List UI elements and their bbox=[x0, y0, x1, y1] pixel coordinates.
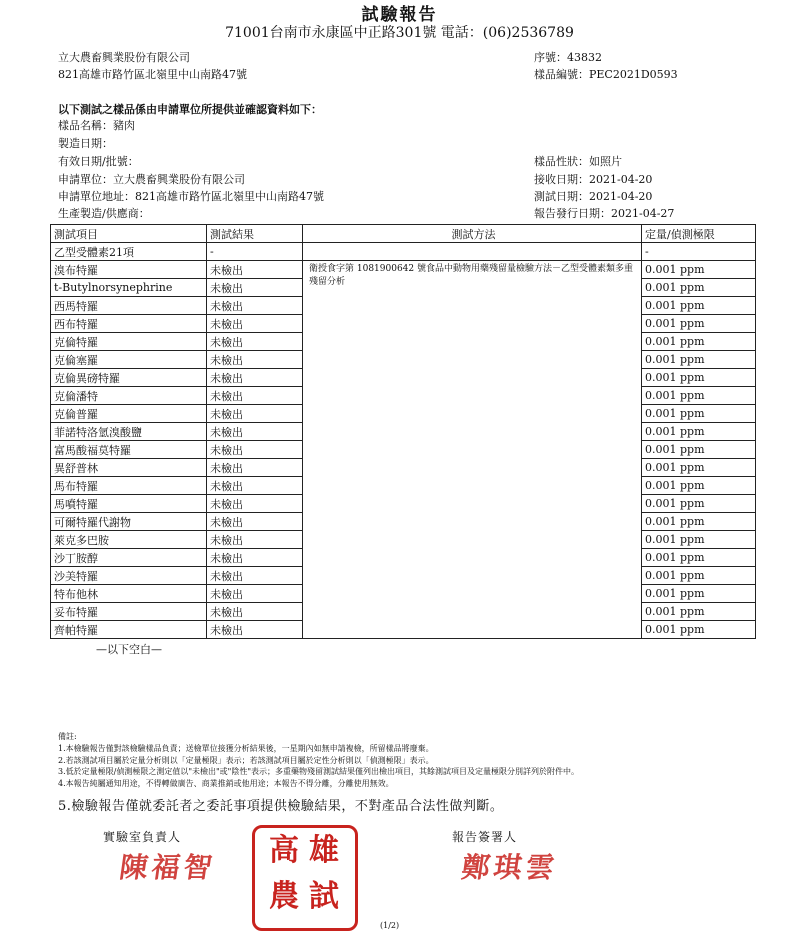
info-sample-state: 樣品性狀：如照片 bbox=[534, 155, 622, 168]
sample-number: 樣品編號：PEC2021D0593 bbox=[534, 68, 678, 81]
serial-number: 序號：43832 bbox=[534, 51, 602, 64]
table-group-row bbox=[51, 243, 756, 261]
row-limit: 0.001 ppm bbox=[642, 567, 756, 585]
row-result: 未檢出 bbox=[207, 315, 303, 333]
row-item: 異舒普林 bbox=[51, 459, 207, 477]
row-result: 未檢出 bbox=[207, 459, 303, 477]
row-limit: 0.001 ppm bbox=[642, 297, 756, 315]
row-limit: 0.001 ppm bbox=[642, 459, 756, 477]
row-result: 未檢出 bbox=[207, 423, 303, 441]
info-manufacture-date: 製造日期： bbox=[58, 137, 113, 150]
seal-char-4: 試 bbox=[309, 879, 339, 914]
lab-head-label: 實驗室負責人 bbox=[103, 830, 182, 844]
info-applicant-address: 申請單位地址：821高雄市路竹區北嶺里中山南路47號 bbox=[58, 190, 324, 203]
row-item: 萊克多巴胺 bbox=[51, 531, 207, 549]
signer-signature: 鄭琪雲 bbox=[459, 851, 561, 884]
row-item: t-Butylnorsynephrine bbox=[51, 279, 207, 297]
row-item: 富馬酸福莫特羅 bbox=[51, 441, 207, 459]
col-header-result: 測試結果 bbox=[207, 225, 303, 243]
row-result: 未檢出 bbox=[207, 369, 303, 387]
row-item: 妥布特羅 bbox=[51, 603, 207, 621]
row-limit: 0.001 ppm bbox=[642, 279, 756, 297]
lab-address: 71001台南市永康區中正路301號 電話：(06)2536789 bbox=[225, 25, 574, 41]
info-applicant: 申請單位：立大農畜興業股份有限公司 bbox=[58, 173, 245, 186]
group-method bbox=[303, 243, 642, 261]
row-item: 克倫潘特 bbox=[51, 387, 207, 405]
row-item: 菲諾特洛氫溴酸鹽 bbox=[51, 423, 207, 441]
col-header-limit: 定量/偵測極限 bbox=[642, 225, 756, 243]
client-address: 821高雄市路竹區北嶺里中山南路47號 bbox=[58, 68, 247, 81]
official-seal bbox=[252, 825, 358, 931]
row-limit: 0.001 ppm bbox=[642, 531, 756, 549]
row-result: 未檢出 bbox=[207, 351, 303, 369]
page-number: (1/2) bbox=[380, 921, 400, 930]
row-item: 克倫異磅特羅 bbox=[51, 369, 207, 387]
row-result: 未檢出 bbox=[207, 477, 303, 495]
note-1: 1.本檢驗報告僅對該檢驗樣品負責；送檢單位接獲分析結果後，一星期內如無申請複檢，所留樣品將廢棄。 bbox=[58, 743, 434, 753]
note-3: 3.低於定量極限/偵測極限之測定值以"未檢出"或"陰性"表示；多重藥物殘留測試結果僅列出檢出項目，其餘測試項目及定量極限分別詳列於附件中。 bbox=[58, 767, 580, 777]
group-limit: - bbox=[642, 243, 756, 261]
note-4: 4.本報告純屬通知用途，不得轉做廣告、商業推銷或他用途；本報告不得分離，分離使用無效。 bbox=[58, 779, 394, 789]
group-result: - bbox=[207, 243, 303, 261]
row-result: 未檢出 bbox=[207, 585, 303, 603]
row-result: 未檢出 bbox=[207, 513, 303, 531]
row-limit: 0.001 ppm bbox=[642, 333, 756, 351]
seal-char-2: 雄 bbox=[309, 833, 339, 868]
row-result: 未檢出 bbox=[207, 387, 303, 405]
report-title: 試驗報告 bbox=[361, 5, 438, 25]
row-result: 未檢出 bbox=[207, 621, 303, 639]
info-test-date: 測試日期：2021-04-20 bbox=[534, 190, 653, 203]
row-limit: 0.001 ppm bbox=[642, 585, 756, 603]
row-item: 沙美特羅 bbox=[51, 567, 207, 585]
note-2: 2.若該測試項目屬於定量分析則以「定量極限」表示；若該測試項目屬於定性分析則以「偵測極限」表示。 bbox=[58, 755, 434, 765]
row-item: 馬噴特羅 bbox=[51, 495, 207, 513]
row-result: 未檢出 bbox=[207, 495, 303, 513]
method-cell: 衛授食字第 1081900642 號食品中動物用藥殘留量檢驗方法－乙型受體素類多重殘留分析 bbox=[303, 261, 642, 639]
row-limit: 0.001 ppm bbox=[642, 261, 756, 279]
col-header-method: 測試方法 bbox=[303, 225, 642, 243]
results-table bbox=[50, 224, 756, 639]
row-item: 沙丁胺醇 bbox=[51, 549, 207, 567]
table-header-row bbox=[51, 225, 756, 243]
intro-text: 以下測試之樣品係由申請單位所提供並確認資料如下： bbox=[58, 103, 322, 116]
row-limit: 0.001 ppm bbox=[642, 495, 756, 513]
row-limit: 0.001 ppm bbox=[642, 423, 756, 441]
row-limit: 0.001 ppm bbox=[642, 621, 756, 639]
row-limit: 0.001 ppm bbox=[642, 513, 756, 531]
row-result: 未檢出 bbox=[207, 279, 303, 297]
row-limit: 0.001 ppm bbox=[642, 441, 756, 459]
table-row bbox=[51, 261, 756, 279]
row-item: 克倫塞羅 bbox=[51, 351, 207, 369]
info-issue-date: 報告發行日期：2021-04-27 bbox=[534, 207, 675, 220]
row-limit: 0.001 ppm bbox=[642, 549, 756, 567]
row-result: 未檢出 bbox=[207, 261, 303, 279]
row-result: 未檢出 bbox=[207, 333, 303, 351]
group-item: 乙型受體素21項 bbox=[51, 243, 207, 261]
row-result: 未檢出 bbox=[207, 441, 303, 459]
row-result: 未檢出 bbox=[207, 297, 303, 315]
row-item: 馬布特羅 bbox=[51, 477, 207, 495]
seal-char-1: 高 bbox=[269, 833, 299, 868]
row-result: 未檢出 bbox=[207, 531, 303, 549]
row-item: 溴布特羅 bbox=[51, 261, 207, 279]
row-item: 西布特羅 bbox=[51, 315, 207, 333]
seal-char-3: 農 bbox=[269, 879, 299, 914]
row-item: 西馬特羅 bbox=[51, 297, 207, 315]
row-result: 未檢出 bbox=[207, 567, 303, 585]
notes-heading: 備註: bbox=[58, 732, 77, 741]
lab-head-signature: 陳福智 bbox=[117, 851, 219, 884]
blank-below-note: —以下空白— bbox=[96, 643, 162, 656]
info-supplier: 生產製造/供應商： bbox=[58, 207, 150, 220]
row-result: 未檢出 bbox=[207, 603, 303, 621]
info-sample-name: 樣品名稱：豬肉 bbox=[58, 119, 135, 132]
col-header-item: 測試項目 bbox=[51, 225, 207, 243]
row-item: 克倫普羅 bbox=[51, 405, 207, 423]
row-limit: 0.001 ppm bbox=[642, 387, 756, 405]
signer-label: 報告簽署人 bbox=[452, 830, 518, 844]
row-result: 未檢出 bbox=[207, 549, 303, 567]
row-item: 可爾特羅代謝物 bbox=[51, 513, 207, 531]
client-company: 立大農畜興業股份有限公司 bbox=[58, 51, 190, 64]
row-limit: 0.001 ppm bbox=[642, 315, 756, 333]
row-item: 齊帕特羅 bbox=[51, 621, 207, 639]
row-item: 克倫特羅 bbox=[51, 333, 207, 351]
notes-block bbox=[58, 731, 579, 790]
info-expiry-lot: 有效日期/批號： bbox=[58, 155, 139, 168]
row-limit: 0.001 ppm bbox=[642, 351, 756, 369]
row-limit: 0.001 ppm bbox=[642, 603, 756, 621]
row-limit: 0.001 ppm bbox=[642, 405, 756, 423]
row-result: 未檢出 bbox=[207, 405, 303, 423]
info-received-date: 接收日期：2021-04-20 bbox=[534, 173, 653, 186]
row-limit: 0.001 ppm bbox=[642, 477, 756, 495]
note-5: 5.檢驗報告僅就委託者之委託事項提供檢驗結果，不對產品合法性做判斷。 bbox=[58, 799, 504, 814]
row-item: 特布他林 bbox=[51, 585, 207, 603]
row-limit: 0.001 ppm bbox=[642, 369, 756, 387]
